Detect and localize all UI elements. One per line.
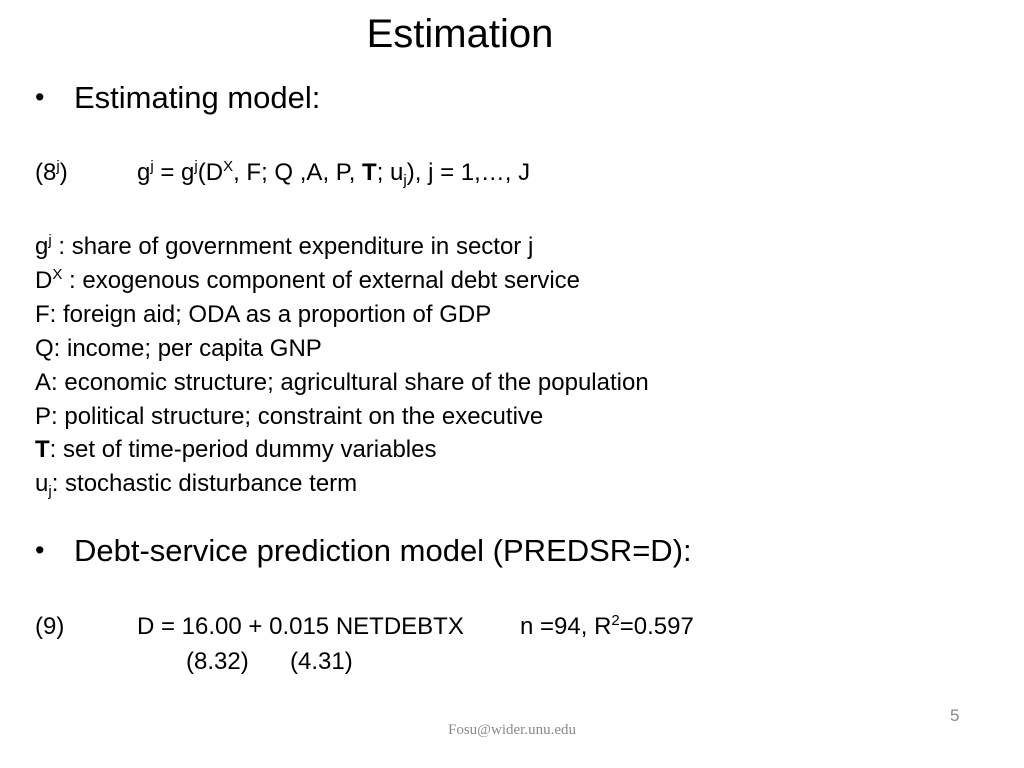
bullet-dot-1: • [35,82,45,112]
equation-8-label: (8$^j$) [35,158,68,186]
t-statistic-intercept: (8.32) [186,648,249,675]
slide-title: Estimation [366,12,554,56]
bullet-dot-2: • [35,535,45,565]
page-number: 5 [950,706,960,725]
definition-f: F: foreign aid; ODA as a proportion of GDP [35,301,492,328]
footer-email: Fosu@wider.unu.edu [448,722,576,738]
equation-8: $g^j = g^j(D^X$, F; Q ,A, P, T; $u_j$), j = 1,…, J [137,158,531,189]
definition-t: T: set of time-period dummy variables [35,436,437,463]
equation-9-label: (9) [35,613,65,640]
bullet-debt-service-model: Debt-service prediction model (PREDSR=D): [74,533,692,568]
definition-p: P: political structure; constraint on the executive [35,403,544,430]
bullet-estimating-model: Estimating model: [74,80,321,115]
definition-q: Q: income; per capita GNP [35,335,322,362]
definition-dx: $D^X$ : exogenous component of external debt service [35,266,581,294]
equation-9: D = 16.00 + 0.015 NETDEBTX [137,613,464,640]
equation-9-stats: n =94, $R^2=0.597$ [520,612,694,640]
definition-a: A: economic structure; agricultural share of the population [35,369,649,396]
definition-u: $u_j$: stochastic disturbance term [35,470,358,500]
t-statistic-netdebtx: (4.31) [290,648,353,675]
definition-gj: $g^j$ : share of government expenditure in sector j [35,232,534,260]
